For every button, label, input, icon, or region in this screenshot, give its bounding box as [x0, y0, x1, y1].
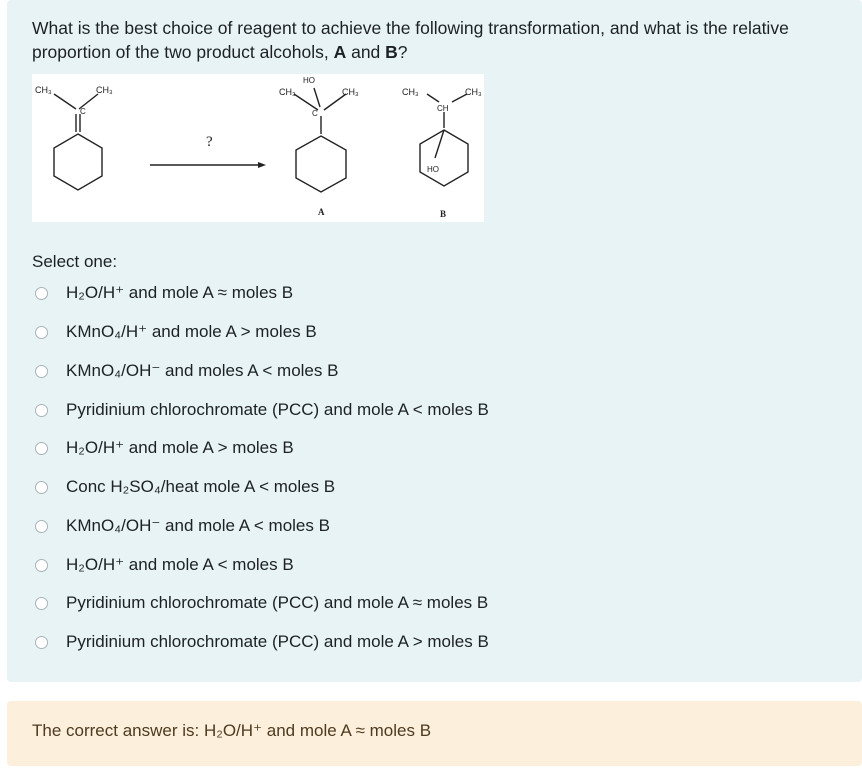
product-a-ref: A — [333, 42, 347, 62]
answer-label: Pyridinium chlorochromate (PCC) and mole A ≈ moles B — [66, 593, 489, 612]
reactant-c: C — [80, 107, 86, 116]
radio-button[interactable] — [35, 520, 48, 533]
radio-button[interactable] — [35, 442, 48, 455]
question-text — [32, 16, 832, 64]
product-a-c: C — [312, 109, 318, 118]
radio-button[interactable] — [35, 365, 48, 378]
answer-option[interactable] — [35, 627, 735, 657]
answer-option[interactable] — [35, 356, 735, 386]
radio-button[interactable] — [35, 287, 48, 300]
product-b-ch3-right: CH₃ — [465, 87, 482, 97]
reaction-scheme-image — [32, 74, 484, 222]
question-and: and — [346, 42, 386, 62]
answer-label: Pyridinium chlorochromate (PCC) and mole A > moles B — [66, 632, 489, 651]
answer-option[interactable] — [35, 472, 735, 502]
select-one-prompt: Select one: — [32, 252, 118, 271]
radio-button[interactable] — [35, 481, 48, 494]
product-a-ch3-right: CH₃ — [342, 87, 359, 97]
product-a-ho: HO — [303, 76, 315, 85]
radio-button[interactable] — [35, 597, 48, 610]
answer-label: Pyridinium chlorochromate (PCC) and mole A < moles B — [66, 400, 489, 419]
product-b-ref: B — [385, 42, 398, 62]
reactant-ch3-left: CH₃ — [35, 85, 52, 95]
answer-option[interactable] — [35, 395, 735, 425]
reagent-question-mark: ? — [206, 134, 213, 150]
radio-button[interactable] — [35, 636, 48, 649]
answer-option[interactable] — [35, 550, 735, 580]
product-a-ch3-left: CH₃ — [279, 87, 296, 97]
radio-button[interactable] — [35, 404, 48, 417]
question-line2: proportion of the two product alcohols, — [32, 42, 334, 62]
product-b-ch: CH — [437, 104, 449, 113]
product-b-ch3-left: CH₃ — [402, 87, 419, 97]
radio-button[interactable] — [35, 326, 48, 339]
answer-option[interactable] — [35, 433, 735, 463]
product-a-structure — [294, 88, 346, 192]
feedback-box — [7, 701, 862, 766]
answer-option[interactable] — [35, 278, 735, 308]
question-end: ? — [397, 42, 408, 62]
answer-label: KMnO₄/H⁺ and mole A > moles B — [66, 322, 317, 341]
answer-option[interactable] — [35, 511, 735, 541]
reactant-ch3-right: CH₃ — [96, 85, 113, 95]
product-a-label: A — [318, 207, 325, 217]
answer-label: Conc H₂SO₄/heat mole A < moles B — [66, 477, 336, 496]
radio-button[interactable] — [35, 559, 48, 572]
question-line1: What is the best choice of reagent to achieve the following transformation, and what is the relative — [32, 18, 789, 38]
answer-option[interactable] — [35, 317, 735, 347]
product-b-ho: HO — [427, 165, 439, 174]
product-b-label: B — [440, 209, 447, 219]
answer-option[interactable] — [35, 588, 735, 618]
reaction-arrow — [150, 162, 266, 168]
answer-label: H₂O/H⁺ and mole A < moles B — [66, 555, 294, 574]
answer-label: KMnO₄/OH⁻ and mole A < moles B — [66, 516, 330, 535]
answer-label: H₂O/H⁺ and mole A > moles B — [66, 438, 294, 457]
correct-answer-text: The correct answer is: H₂O/H⁺ and mole A ≈ moles B — [32, 721, 432, 740]
answer-label: H₂O/H⁺ and mole A ≈ moles B — [66, 283, 294, 302]
answer-label: KMnO₄/OH⁻ and moles A < moles B — [66, 361, 339, 380]
reactant-structure — [54, 94, 102, 190]
